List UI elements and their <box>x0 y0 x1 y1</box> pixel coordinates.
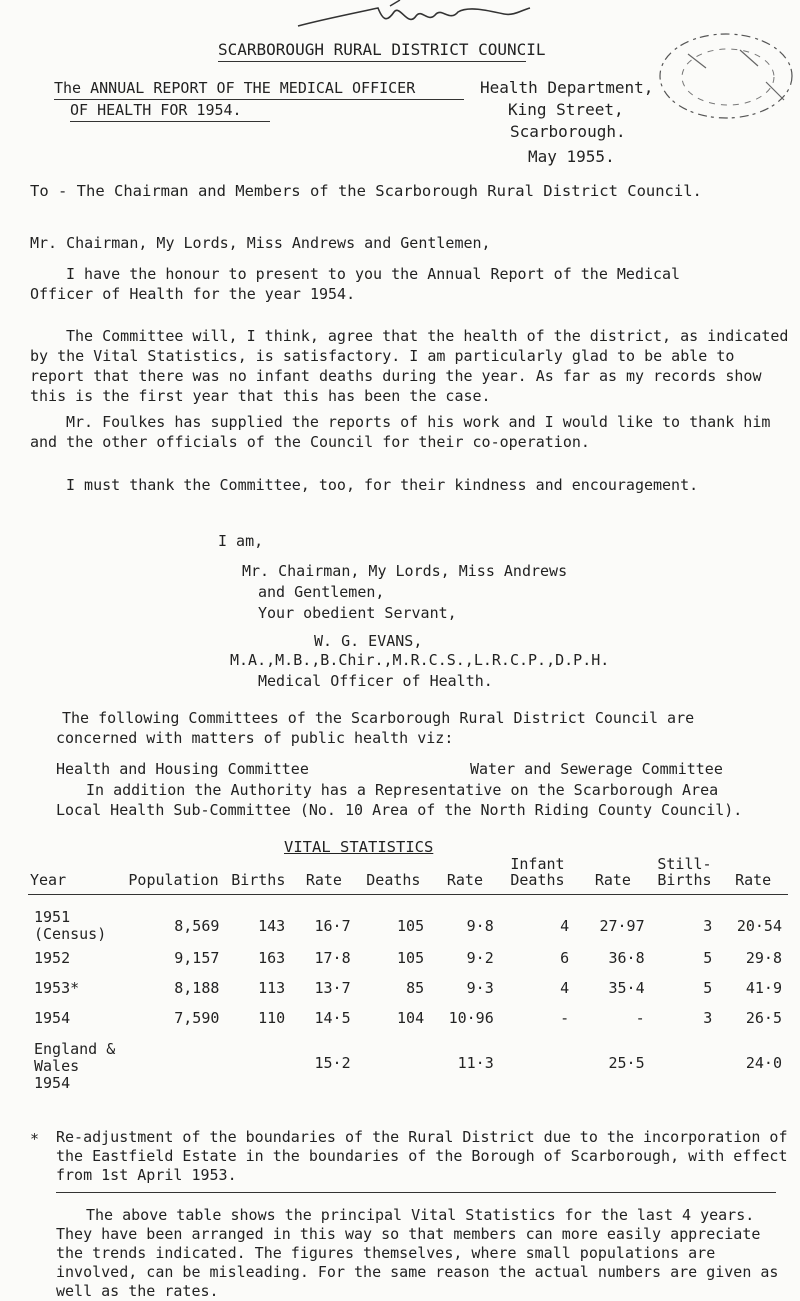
addressee: To - The Chairman and Members of the Scarborough Rural District Council. <box>30 182 702 200</box>
paragraph-thanks-committee: I must thank the Committee, too, for their kindness and encouragement. <box>66 476 699 494</box>
cell-birth-rate: 17·8 <box>314 949 351 967</box>
cell-year: England & Wales 1954 <box>34 1040 116 1092</box>
report-title-line2: OF HEALTH FOR 1954. <box>70 101 242 119</box>
address-line-3: Scarborough. <box>510 122 626 141</box>
cell-still-births: 3 <box>703 917 713 935</box>
closing-i-am: I am, <box>218 532 264 550</box>
cell-birth-rate: 15·2 <box>314 1053 351 1072</box>
cell-infant-rate: 36·8 <box>608 949 645 967</box>
table-row <box>28 895 788 943</box>
closing-note: The above table shows the principal Vital Statistics for the last 4 years. They have been arranged in this way so that members can more easily appreciate the trends indicated. The figures themselves, where small populations are involved, can be misleading. For the same reason the actual numbers are given as well as the rates. <box>56 1206 779 1300</box>
cell-infant-rate: 27·97 <box>599 917 645 935</box>
footnote-rule <box>56 1192 776 1193</box>
cell-infant-deaths: 4 <box>560 979 570 997</box>
cell-population: 9,157 <box>174 949 220 967</box>
cell-death-rate: 9·3 <box>466 979 494 997</box>
address-line-2: King Street, <box>508 100 624 119</box>
cell-births: 143 <box>258 917 286 935</box>
cell-birth-rate: 14·5 <box>314 1009 351 1027</box>
cell-birth-rate: 16·7 <box>314 917 351 935</box>
signatory-role: Medical Officer of Health. <box>258 672 493 690</box>
cell-infant-deaths: - <box>560 1009 570 1027</box>
paragraph-intro: I have the honour to present to you the Annual Report of the Medical Officer of Health for the year 1954. <box>30 265 681 303</box>
cell-population <box>122 1033 226 1092</box>
committee-water-sewerage: Water and Sewerage Committee <box>470 760 723 778</box>
header-still-rate: Rate <box>735 871 772 889</box>
cell-population: 8,569 <box>174 917 220 935</box>
cell-still-rate: 41·9 <box>745 979 782 997</box>
cell-year: 1954 <box>34 1009 71 1027</box>
closing-address-1: Mr. Chairman, My Lords, Miss Andrews <box>242 562 568 580</box>
cell-birth-rate: 13·7 <box>314 979 351 997</box>
paragraph-thanks-foulkes: Mr. Foulkes has supplied the reports of his work and I would like to thank him and the other officials of the Council for their co-operation. <box>30 413 771 451</box>
header-deaths: Deaths <box>366 871 421 889</box>
vital-statistics-title: VITAL STATISTICS <box>284 838 434 856</box>
report-date: May 1955. <box>528 147 615 166</box>
header-death-rate: Rate <box>446 871 483 889</box>
table-row <box>28 973 788 1003</box>
cell-still-births: 5 <box>703 979 713 997</box>
cell-infant-rate: 25·5 <box>608 1053 645 1072</box>
cell-still-rate: 29·8 <box>745 949 782 967</box>
header-birth-rate: Rate <box>305 871 342 889</box>
signatory-name: W. G. EVANS, <box>314 632 423 650</box>
header-births: Births <box>231 871 286 889</box>
committees-intro: The following Committees of the Scarborough Rural District Council are concerned with matters of public health viz: <box>56 709 695 747</box>
cell-births: 163 <box>258 949 286 967</box>
header-year: Year <box>30 871 67 889</box>
council-name-underline <box>218 61 526 62</box>
cell-death-rate: 9·8 <box>466 917 494 935</box>
table-row <box>28 943 788 973</box>
cell-population: 7,590 <box>174 1009 220 1027</box>
cell-infant-deaths <box>500 1033 575 1092</box>
closing-address-2: and Gentlemen, <box>258 583 385 601</box>
cell-population: 8,188 <box>174 979 220 997</box>
cell-deaths: 105 <box>397 949 425 967</box>
report-title-line1: The ANNUAL REPORT OF THE MEDICAL OFFICER <box>54 79 416 97</box>
header-infant-deaths: Infant Deaths <box>510 855 565 889</box>
cell-infant-deaths: 4 <box>560 917 570 935</box>
cell-still-births <box>651 1033 719 1092</box>
rubber-stamp <box>648 30 798 122</box>
cell-still-rate: 26·5 <box>745 1009 782 1027</box>
cell-deaths: 85 <box>406 979 425 997</box>
footnote: Re-adjustment of the boundaries of the Rural District due to the incorporation of the Eastfield Estate in the boundaries of the Borough of Scarborough, with effect from 1st April 1953. <box>56 1128 788 1184</box>
cell-infant-rate: - <box>635 1009 645 1027</box>
table-header-row <box>28 856 788 895</box>
committees-addition: In addition the Authority has a Representative on the Scarborough Area Local Health Sub-Committee (No. 10 Area of the North Riding County Council). <box>56 781 743 819</box>
cell-still-rate: 20·54 <box>736 917 782 935</box>
cell-death-rate: 9·2 <box>466 949 494 967</box>
cell-births: 110 <box>258 1009 286 1027</box>
header-population: Population <box>128 871 219 889</box>
closing-servant: Your obedient Servant, <box>258 604 457 622</box>
cell-births <box>225 1033 291 1092</box>
signatory-qualifications: M.A.,M.B.,B.Chir.,M.R.C.S.,L.R.C.P.,D.P.H. <box>230 651 610 669</box>
cell-death-rate: 10·96 <box>448 1009 494 1027</box>
committee-health-housing: Health and Housing Committee <box>56 760 309 778</box>
report-title-underline-1 <box>54 99 464 100</box>
cell-still-rate: 24·0 <box>745 1053 782 1072</box>
handwritten-signature <box>290 0 540 38</box>
council-name: SCARBOROUGH RURAL DISTRICT COUNCIL <box>218 40 546 59</box>
cell-death-rate: 11·3 <box>457 1053 494 1072</box>
table-row-comparison <box>28 1033 788 1092</box>
header-still-births: Still-Births <box>657 855 712 889</box>
cell-deaths: 105 <box>397 917 425 935</box>
salutation: Mr. Chairman, My Lords, Miss Andrews and Gentlemen, <box>30 234 491 252</box>
cell-infant-deaths: 6 <box>560 949 570 967</box>
cell-deaths: 104 <box>397 1009 425 1027</box>
cell-births: 113 <box>258 979 286 997</box>
table-row <box>28 1003 788 1033</box>
cell-infant-rate: 35·4 <box>608 979 645 997</box>
cell-still-births: 3 <box>703 1009 713 1027</box>
footnote-mark: * <box>30 1130 40 1148</box>
paragraph-health: The Committee will, I think, agree that the health of the district, as indicated by the Vital Statistics, is satisfactory. I am particularly glad to be able to report that there was no infant deaths during the year. As far as my records show this is the first year that this has been the case. <box>30 327 789 405</box>
cell-year: 1951 (Census) <box>34 908 107 943</box>
cell-deaths <box>357 1033 431 1092</box>
header-infant-rate: Rate <box>594 871 631 889</box>
address-line-1: Health Department, <box>480 78 654 97</box>
cell-year: 1952 <box>34 949 71 967</box>
vital-statistics-table <box>28 856 788 1092</box>
report-title-underline-2 <box>70 121 270 122</box>
cell-year: 1953* <box>34 979 80 997</box>
cell-still-births: 5 <box>703 949 713 967</box>
